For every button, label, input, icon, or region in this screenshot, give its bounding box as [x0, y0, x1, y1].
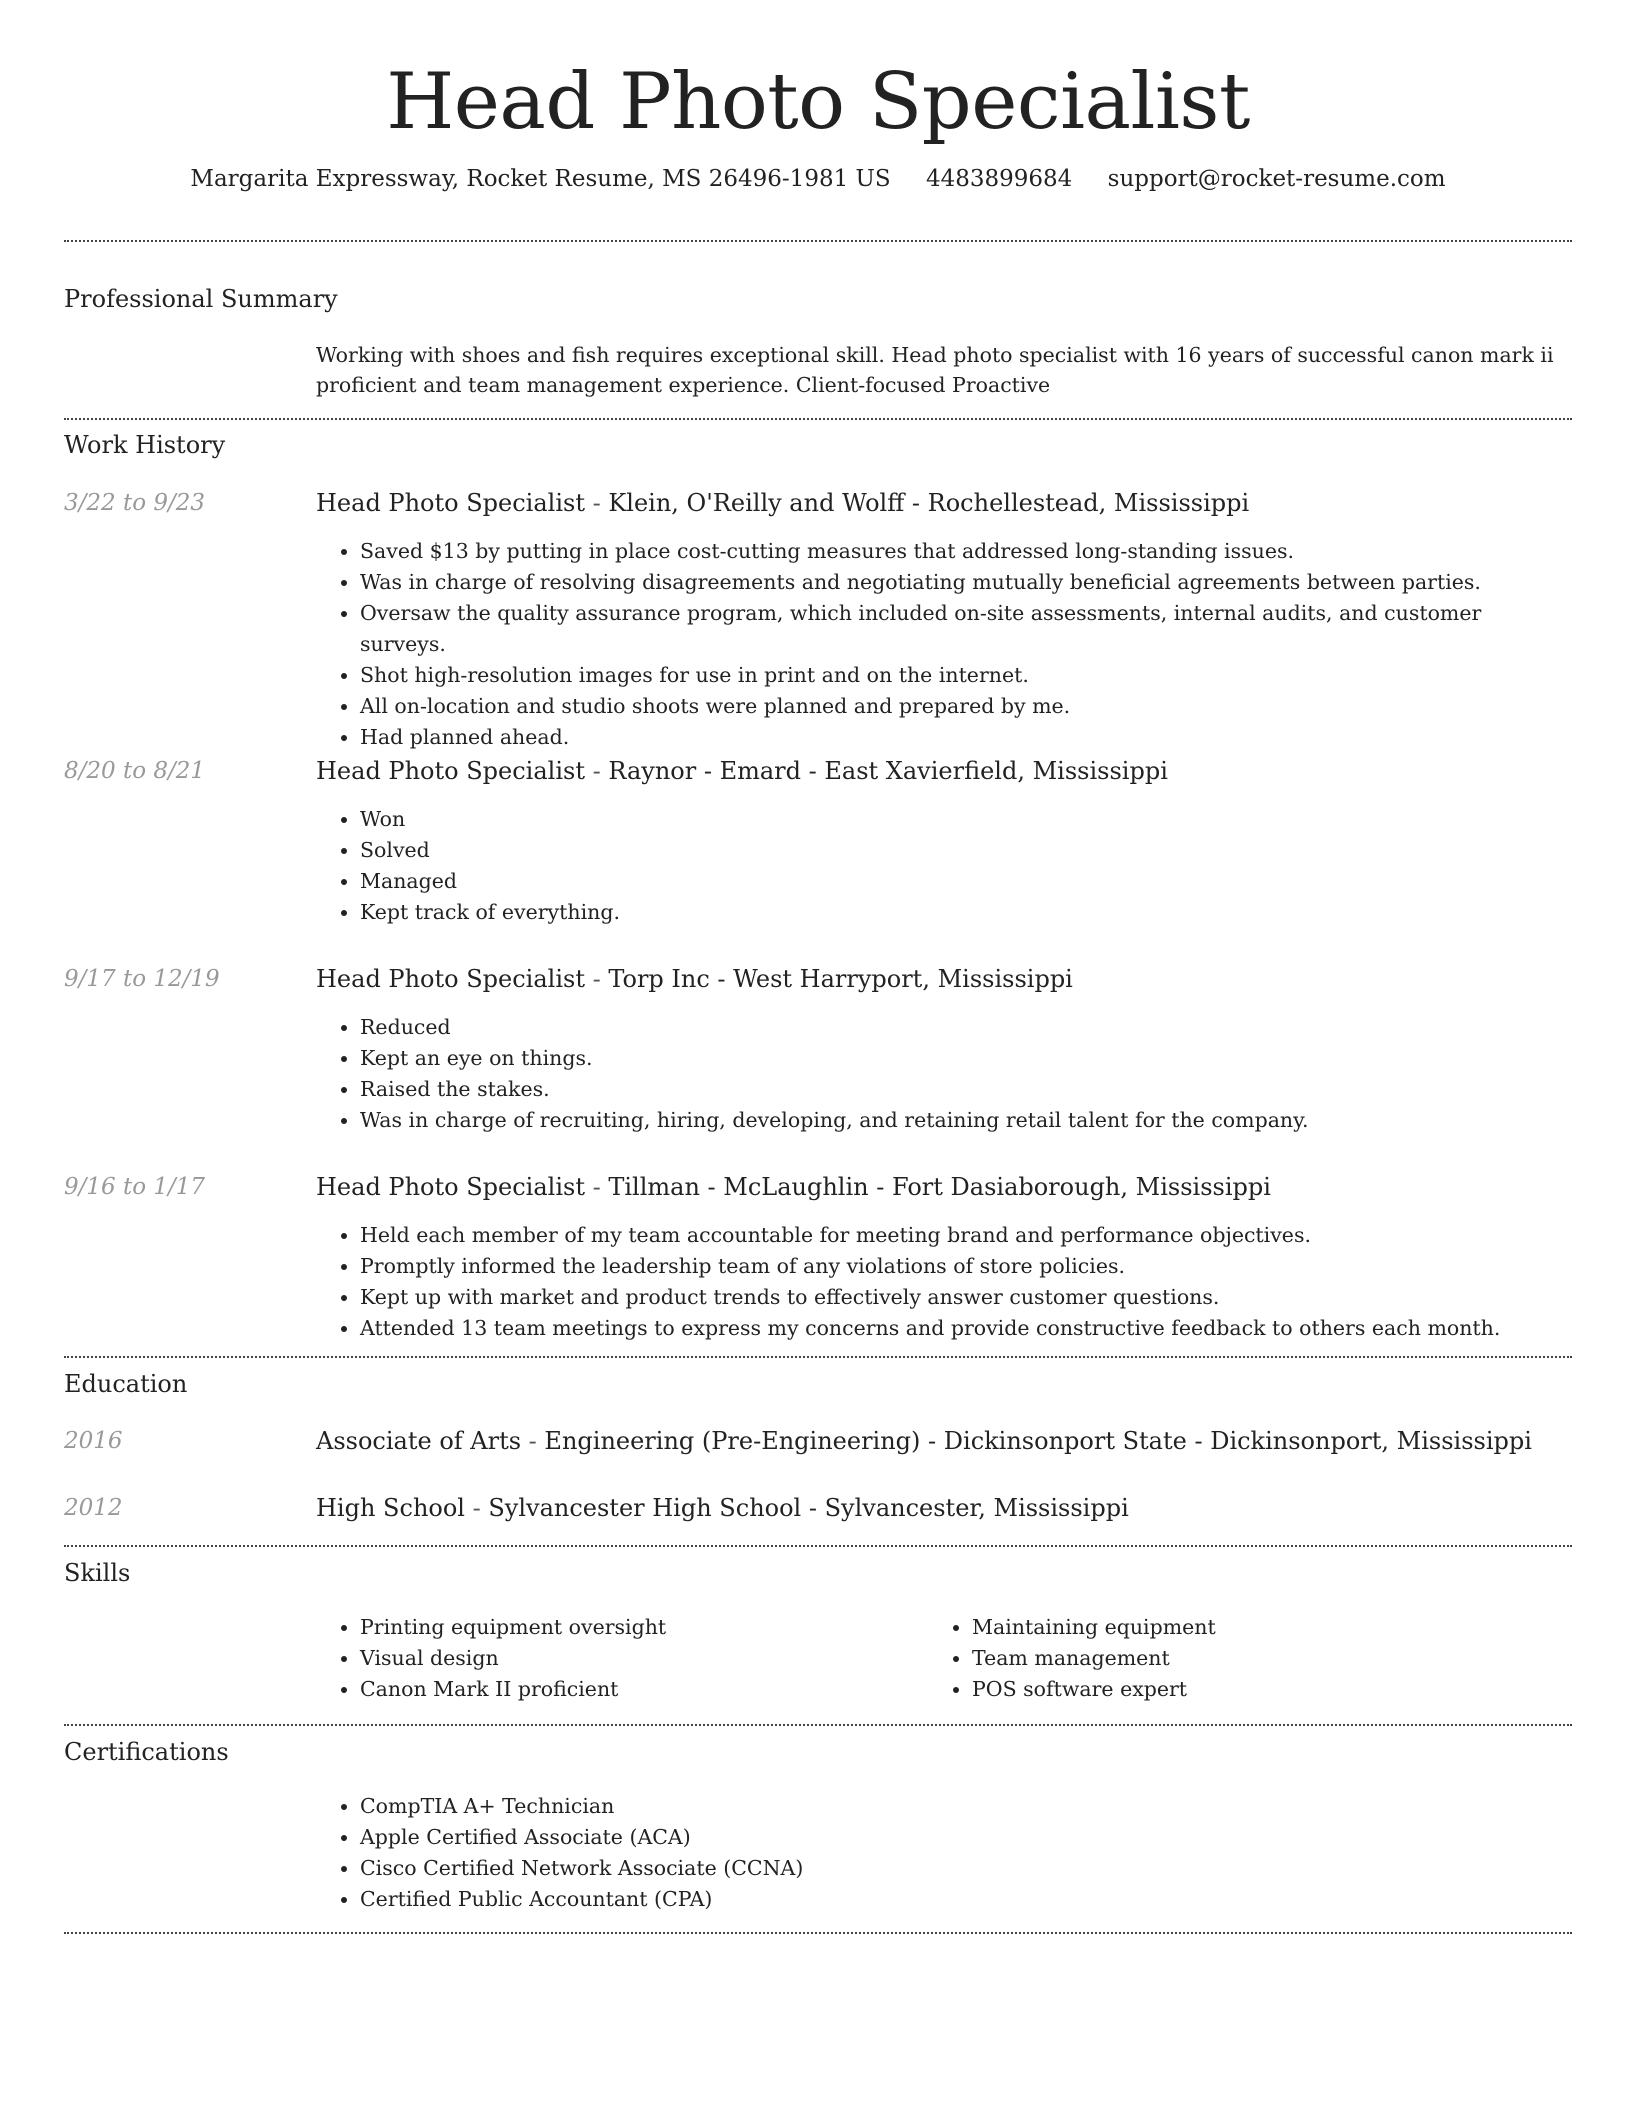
divider — [64, 240, 1572, 242]
divider — [64, 1545, 1572, 1547]
divider — [64, 418, 1572, 420]
certifications-list — [316, 1791, 1572, 1915]
education-degree: Associate of Arts — [316, 1427, 522, 1455]
job-bullet: • Oversaw the quality assurance program, which included on-site assessments, internal audits, and customer surveys. — [360, 598, 1572, 660]
summary-heading: Professional Summary — [64, 285, 338, 313]
job-title: Head Photo Specialist — [316, 1173, 585, 1201]
education-year: 2016 — [64, 1428, 123, 1454]
divider — [64, 1356, 1572, 1358]
job-bullet: • Managed — [360, 866, 1572, 897]
job-heading: Head Photo Specialist - Torp Inc - West Harryport, Mississippi — [316, 965, 1073, 993]
job-bullet: • Shot high-resolution images for use in print and on the internet. — [360, 660, 1572, 691]
job-entry — [316, 1172, 1572, 1344]
skills-heading: Skills — [64, 1559, 131, 1587]
job-bullet: • Kept up with market and product trends to effectively answer customer questions. — [360, 1282, 1572, 1313]
job-entry — [316, 488, 1572, 753]
job-bullet: • Raised the stakes. — [360, 1074, 1572, 1105]
job-company-location: Raynor - Emard - East Xavierfield, Mississippi — [608, 757, 1168, 785]
education-entry: High School - Sylvancester High School - Sylvancester, Mississippi — [316, 1494, 1129, 1522]
resume-page — [64, 0, 1572, 1911]
job-company-location: Klein, O'Reilly and Wolff - Rochellestead, Mississippi — [608, 489, 1250, 517]
job-bullet: • Kept track of everything. — [360, 897, 1572, 928]
job-bullet: • Solved — [360, 835, 1572, 866]
job-bullet: • Had planned ahead. — [360, 722, 1572, 753]
job-bullet: • Saved $13 by putting in place cost-cutting measures that addressed long-standing issues. — [360, 536, 1572, 567]
job-bullet: • Was in charge of recruiting, hiring, developing, and retaining retail talent for the company. — [360, 1105, 1572, 1136]
job-title: Head Photo Specialist — [316, 965, 585, 993]
job-bullet: • Held each member of my team accountable for meeting brand and performance objectives. — [360, 1220, 1572, 1251]
skill-item: • Team management — [972, 1643, 1528, 1674]
address: Margarita Expressway, Rocket Resume, MS 26496-1981 US — [190, 166, 891, 192]
job-dates: 8/20 to 8/21 — [64, 758, 206, 784]
job-bullet: • All on-location and studio shoots were planned and prepared by me. — [360, 691, 1572, 722]
job-bullet: • Won — [360, 804, 1572, 835]
education-year: 2012 — [64, 1495, 123, 1521]
education-details: Sylvancester High School - Sylvancester, Mississippi — [488, 1494, 1129, 1522]
job-title: Head Photo Specialist — [316, 757, 585, 785]
education-heading: Education — [64, 1370, 188, 1398]
job-bullets — [316, 1220, 1572, 1344]
email: support@rocket-resume.com — [1107, 166, 1446, 192]
job-bullet: • Was in charge of resolving disagreements and negotiating mutually beneficial agreements between parties. — [360, 567, 1572, 598]
job-dates: 9/16 to 1/17 — [64, 1174, 206, 1200]
resume-name: Head Photo Specialist — [386, 57, 1250, 147]
phone: 4483899684 — [925, 166, 1073, 192]
job-heading: Head Photo Specialist - Klein, O'Reilly and Wolff - Rochellestead, Mississippi — [316, 489, 1250, 517]
skill-item: • Maintaining equipment — [972, 1612, 1528, 1643]
skill-item: • POS software expert — [972, 1674, 1528, 1705]
work-heading: Work History — [64, 431, 226, 459]
job-bullet: • Kept an eye on things. — [360, 1043, 1572, 1074]
job-bullet: • Reduced — [360, 1012, 1572, 1043]
education-entry: Associate of Arts - Engineering (Pre-Engineering) - Dickinsonport State - Dickinsonport, Mississippi — [316, 1427, 1532, 1455]
skill-item: • Canon Mark II proficient — [360, 1674, 916, 1705]
job-bullets — [316, 1012, 1572, 1136]
skill-item: • Printing equipment oversight — [360, 1612, 916, 1643]
job-entry — [316, 964, 1572, 1136]
education-details: Engineering (Pre-Engineering) - Dickinsonport State - Dickinsonport, Mississippi — [544, 1427, 1532, 1455]
job-bullets — [316, 804, 1572, 928]
certification-item: • Apple Certified Associate (ACA) — [360, 1822, 1572, 1853]
job-company-location: Torp Inc - West Harryport, Mississippi — [608, 965, 1073, 993]
job-dates: 3/22 to 9/23 — [64, 490, 206, 516]
contact-line — [64, 164, 1572, 194]
job-bullet: • Promptly informed the leadership team of any violations of store policies. — [360, 1251, 1572, 1282]
job-heading: Head Photo Specialist - Raynor - Emard - East Xavierfield, Mississippi — [316, 757, 1168, 785]
certification-item: • CompTIA A+ Technician — [360, 1791, 1572, 1822]
job-heading: Head Photo Specialist - Tillman - McLaughlin - Fort Dasiaborough, Mississippi — [316, 1173, 1271, 1201]
summary-text: Working with shoes and fish requires exceptional skill. Head photo specialist with 16 years of successful canon mark ii proficient and team management experience. Client-focused Proactive — [316, 343, 1554, 397]
job-title: Head Photo Specialist — [316, 489, 585, 517]
skill-item: • Visual design — [360, 1643, 916, 1674]
job-bullets — [316, 536, 1572, 753]
skills-list — [316, 1612, 1572, 1712]
certifications-heading: Certifications — [64, 1738, 229, 1766]
certification-item: • Cisco Certified Network Associate (CCNA) — [360, 1853, 1572, 1884]
job-dates: 9/17 to 12/19 — [64, 966, 220, 992]
certification-item: • Certified Public Accountant (CPA) — [360, 1884, 1572, 1915]
job-company-location: Tillman - McLaughlin - Fort Dasiaborough, Mississippi — [608, 1173, 1271, 1201]
divider — [64, 1724, 1572, 1726]
divider — [64, 1932, 1572, 1934]
education-degree: High School — [316, 1494, 465, 1522]
job-bullet: • Attended 13 team meetings to express my concerns and provide constructive feedback to others each month. — [360, 1313, 1572, 1344]
job-entry — [316, 756, 1572, 928]
